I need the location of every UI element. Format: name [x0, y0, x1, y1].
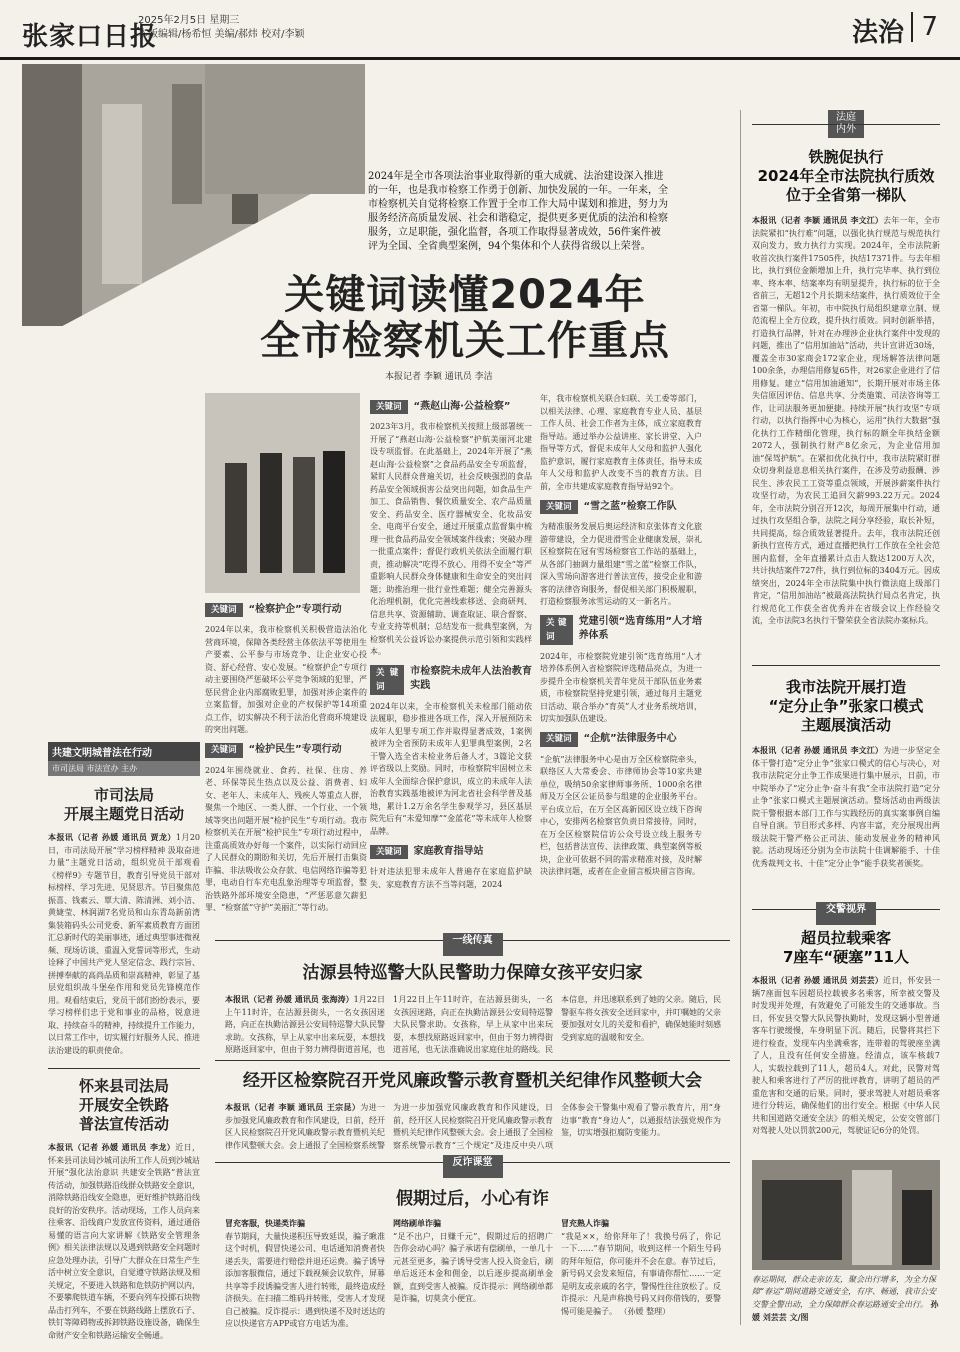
section-label-text: 交警视界 [816, 902, 876, 925]
page-number: 7 [911, 12, 938, 42]
article-paragraph: 2024年围绕就业、食药、社保、住房、养老、环保等民生热点以及公益、消费者、妇女、老年人、未成年人、残疾人等重点人群，聚焦一个地区、一类人群、一个行业、一个领域等突出问题开展“检护民生”专项行动。我市检察机关在开展“检护民生”专项行动过程中，注重高质效办好每一个案件，以实际行动回应了人民群众的期盼和关切，先后开展打击集资诈骗、非法吸收公众存款、电信网络诈骗等犯罪，电动自行车充电乱象治理等专项监督，整治铁路外部环境安全隐患，“严惩恶意欠薪犯罪、“检察蓝”守护“美丽汇”等行动。 [205, 765, 367, 912]
caption-text: 春运期间，群众走亲访友，聚会出行增多，为全力保障“春运”期间道路交通安全，有序、畅通，我市公安交警全警出动，全力保障群众春运路通安全出行。 [752, 1275, 937, 1309]
story-text: 为进一步坚定全体干警打造“定分止争”张家口模式的信心与决心，对我市法院定分止争工作成果进行集中展示，日前，市中院举办了“定分止争·奋斗有我”全市法院打造“定分止争”张家口模式主题展演活动。整场活动由两级法院干警根据本部门工作与实践经历的真实案事例自编自导自演。节目形式多样、内容丰富，充分展现出两级法院干警严格公正司法、能动发展业务的精神风貌。活动现场还分别为全市法院十佳调解能手、十佳优秀裁判文书、十佳“定分止争”能手获奖者颁奖。 [752, 746, 940, 868]
issue-date: 2025年2月5日 星期三 [138, 15, 240, 26]
sub-heading: 冒充熟人诈骗 [561, 1219, 609, 1228]
caption-credit: 孙媛 刘芸芸 文/图 [752, 1299, 939, 1322]
story-byline: 本报讯（记者 孙媛 通讯员 李文江） [752, 746, 884, 755]
story-byline: 本报讯（记者 孙媛 通讯员 张海涛） [225, 995, 354, 1004]
keyword-title: 家庭教育指导站 [413, 845, 484, 857]
article-column-2 [370, 393, 532, 936]
secondary-photo [205, 393, 360, 593]
story-body [393, 994, 553, 1054]
newspaper-logo: 张家口日报 [22, 22, 158, 52]
keyword-tag: 关键词 [370, 665, 404, 695]
keyword-tag: 关键词 [370, 845, 408, 860]
story-text: 1月22日上午11时许，在沽源县街头，一名女孩因迷路，向正在执勤沽源县公安局特巡警大队民警求助。女孩称，早上从家中出来玩耍，本想找原路返回家中，但由于努力辨得街道首尾，也 [225, 995, 385, 1054]
article-paragraph: 为精准服务发展后奥运经济和京张体育文化旅游带建设，全力促进滑雪企业健康发展，崇礼区检察院在冠有雪场检察官工作站的基础上，从各部门抽调力量组建“雪之蓝”检察工作队，深入雪场向游客进行普法宣传，接受企业和游客的法律咨询服务，督促相关部门积极履职，打造检察服务冰雪运动的又一新名片。 [540, 522, 702, 606]
story-text: 1月22日上午11时许，在沽源县街头，一名女孩因迷路，向正在执勤沽源县公安局特巡警大队民警求助。女孩称，早上从家中出来玩耍，本想找原路返回家中，但由于努力辨得街道首尾，也无法准确说出家庭住址的路线。民 [393, 995, 553, 1054]
keyword-title: 市检察院未成年人法治教育实践 [410, 665, 532, 691]
section-label-text: 反诈课堂 [443, 1155, 503, 1178]
issue-info [138, 14, 304, 42]
keyword-title: “检护民生”专项行动 [248, 744, 342, 756]
story-byline: 本报讯（记者 孙媛 通讯员 刘芸芸） [752, 976, 884, 985]
story-text: 近日，怀来县司法局沙城司法所工作人员到沙城站开展“强化法治意识 共建安全铁路”普法宣传活动，加强铁路沿线群众铁路安全意识，消除铁路沿线安全隐患，更好维护铁路沿线良好的治安秩序。活动现场，工作人员向来往乘客、沿线商户发放宣传资料，通过通俗易懂的语言向大家讲解《铁路安全管理条例》相关法律法规以及遇到铁路安全问题时应急处理办法，引导广大群众在日常生产生活中树立安全意识，自觉遵守铁路法规及相关规定，不要进入铁路和危铁防护网以内，不要攀爬铁道车辆，不要向列车投掷石块物品击打列车，不要在铁路线路上摆放石子、铁钉等障碍物或拆卸铁路设施设备，确保生命财产安全和铁路运输安全畅通。 [48, 1143, 200, 1340]
title-line: 主题展演活动 [800, 716, 891, 734]
keyword-tag: 关键词 [540, 615, 573, 645]
keyword-heading [540, 732, 702, 748]
title-line: 普法宣传活动 [78, 1115, 169, 1133]
article-column-1 [205, 596, 367, 936]
title-line: 开展主题党日活动 [63, 805, 184, 823]
story-text: 为进一步加强党风廉政教育和作风建设，日前，经开区人民检察院召开党风廉政警示教育暨机关纪律作风整顿大会。会上通报了全国检察系统警 [225, 1103, 385, 1150]
keyword-tag: 关键词 [205, 743, 243, 758]
section-tag-line: 内外 [836, 124, 856, 135]
story-title [752, 929, 940, 967]
keyword-title: “企航”法律服务中心 [583, 733, 677, 745]
story-body [393, 1218, 553, 1328]
article-column-3 [540, 393, 702, 936]
story-text: 全体参会干警集中观看了警示教育片，用“身边事”教育“身边人”，以通报结法强党规作为鉴，切实增强拒腐防变能力。 [561, 1103, 721, 1137]
story-text: “我是××，给你拜年了！我换号码了，你记一下……”春节期间，收到这样一个陌生号码的拜年短信，你可能并不会在意。春节过后，新号码又会发来短信，有事请你帮忙……一定是明友或亲戚的名字，警惕性往往放松了。反诈提示：凡是声称换号码又问你借钱的，要警惕可能是骗子。 [561, 1231, 721, 1316]
keyword-title: “燕赵山海·公益检察” [413, 400, 511, 412]
story-text: 本信息，并迅速联系到了她的父亲。随后，民警驱车将女孩安全送回家中，并叮嘱她的父亲要加强对女儿的关爱和看护，确保她能时刻感受到家庭的温暖和安全。 [561, 995, 721, 1042]
keyword-tag: 关键词 [540, 500, 578, 515]
article-paragraph: 2024年，市检察院党建引领“选育练用”人才培养体系例入省检察院评选精品亮点，为进一步提升全市检察机关青年党员干部队伍业务素质，市检察院坚持党建引领，通过每月主题党日活动、联合举办“育英”人才业务系统培训，切实加强队伍建设。 [540, 651, 702, 723]
story-title [752, 678, 940, 735]
masthead [0, 0, 960, 60]
story-credit: （孙媛 整理） [619, 1306, 671, 1316]
keyword-tag: 关键词 [540, 732, 578, 747]
story-body [752, 745, 940, 895]
section-label-text: 一线传真 [443, 933, 503, 956]
section-label [752, 904, 940, 925]
story-text: 近日，怀安县一辆7座面包车因超员拉载被多名乘客，所幸被交警及时发现并处理，有效避免了可能发生的交通事故。当日，怀安县交警大队民警执勤时，发现这辆小型普通客车行驶缓慢，车身明显下沉。随后，民警将其拦下进行检查，发现车内坐满乘客，连带着的驾驶座坐满了人，且没有任何安全措施。经清点，该车核载7人，实载拉载到了11人，超员4人。对此，民警对驾驶人和乘客进行了严厉的批评教育，讲明了超员的严重危害和交通的后果。同时，要求驾驶人对超员乘客进行分转运，确保他们的出行安全。根据《中华人民共和国道路交通安全法》的相关规定，公安交管部门对驾驶人处以罚款200元，驾驶证记6分的处罚。 [752, 976, 940, 1135]
keyword-heading [370, 844, 532, 860]
keyword-heading [205, 602, 367, 618]
title-line: 开展安全铁路 [78, 1096, 169, 1114]
article-paragraph: 2024年以来，我市检察机关积极营造法治化营商环境，保障各类经营主体依法平等使用生产要素、公平参与市场竞争、让企业安心投资、舒心经营、安心发展。“检察护企”专项行动主要围绕严惩破坏公平竞争领域的犯罪，严惩民营企业内部腐败犯罪，加强对涉企案件的立案监督，加强对企业的产权保护等14项重点工作，切实解决不利于法治化营商环境建设的突出问题。 [205, 625, 367, 734]
main-headline [215, 272, 715, 364]
story-text: 为进一步加强党风廉政教育和作风建设，日前，经开区人民检察院召开党风廉政警示教育暨机关纪律作风整顿大会。会上通报了全国检察系统警示教育“三个规定”及违反中央八项 [393, 1103, 553, 1150]
title-line: 2024年全市法院执行质效 [757, 167, 935, 185]
story-byline: 本报讯（记者 李颖 通讯员 王宗昆） [225, 1103, 361, 1112]
story-body [225, 1102, 385, 1150]
story-body [561, 1218, 721, 1328]
title-line: 怀来县司法局 [78, 1077, 169, 1095]
story-body [393, 1102, 553, 1150]
column-divider [740, 110, 741, 1325]
main-byline: 本报记者 李颖 通讯员 李洁 [385, 372, 493, 382]
story-body [561, 1102, 721, 1150]
sidebar-banner: 共建文明城普法在行动 [48, 742, 200, 761]
section-label [215, 935, 730, 956]
story-text: 春节期间，大量快递积压导致延误，骗子瞅准这个时机，假冒快递公司、电话通知消费者快递丢失，需要进行赔偿并退还运费。骗子诱导添加客服微信，通过下载视频会议软件，屏幕共享等手段诱骗受害人进行转账，最终造成经济损失。在扫描二维码并转账，受害人才发现自己被骗。反诈提示：遇到快递不及时送达的应以快递官方APP或官方电话为准。 [225, 1231, 385, 1328]
main-photo-right [205, 64, 365, 194]
keyword-title: “雪之蓝”检察工作队 [583, 500, 677, 512]
story-title: 沽源县特巡警大队民警助力保障女孩平安归家 [302, 963, 643, 983]
keyword-heading [370, 399, 532, 415]
keyword-tag: 关键词 [205, 603, 243, 618]
photo-caption [752, 1274, 940, 1324]
article-paragraph: 2024年以来，全市检察机关未检部门能动依法履职，稳步推进各项工作，深入开展预防未成年人犯罪专项工作并取得显著成效，1案例被评为全省预防未成年人犯罪典型案例，2名干警入选全省未检业务后备人才，3篇论文获评省级以上奖励。同时，市检察院牢固树立未成年人全面综合保护意识，成立的未成年人法治教育实践基地被评为河北省社会科学普及基地，累计1.2万余名学生参观学习，县区基层院先后有“未爱知摩”“金蓝花”等未成年人检察品牌。 [370, 701, 532, 836]
keyword-title: “检察护企”专项行动 [248, 603, 342, 615]
story-title [48, 786, 200, 824]
headline-line-1: 关键词读懂2024年 [284, 272, 646, 318]
right-sidebar [752, 110, 940, 1135]
sub-heading: 网络刷单诈骗 [393, 1219, 441, 1228]
keyword-heading [370, 665, 532, 695]
story-body [48, 832, 200, 1060]
story-text: “足不出户，日赚千元”，假期过后的招聘广告你会动心吗？骗子承诺有偿刷单，一单几十元甚至更多，骗子诱导受害人投入资金后，刷单后返还本金和佣金，以后逐步提高刷单金额，直到受害人被骗。反诈提示：网络刷单都是诈骗，切莫贪小便宜。 [393, 1231, 553, 1303]
title-line: 7座车“硬塞”11人 [782, 948, 910, 966]
story-text: 去年一年，全市法院紧扣“执行难”问题，以强化执行规范与规范执行双向发力，致力执行力实现。2024年，全市法院新收首次执行案件17505件，执结17371件。与去年相比，执行到位金额增加上升，执行完毕率、执行到位率、终本率、结案率均有明显提升，执行标的位于全省前三，无超12个月长期未结案件，执行质效位于全省第一梯队。年初，市中院执行局组织建章立制、规范流程上全方位政，提升执行质效。同时创新举措，打造执行品牌，针对在办理涉企业执行案件中发现的问题，推出了“信用加油站”活动，共计宣讲近30场，覆盖全市30家商会172家企业，现场解答法律问题100余条，办理信用修复65件，对26家企业进行了信用修复。建立“信用加油通知”，长期开展对市场主体失信原因评估、信息共享、分类施策、司法咨询等工作，让司法服务更加便捷。持续开展“执行攻坚”专项行动，以执行指挥中心为核心，运用“执行大数据”强化执行工作精细化管理，执行标的额全年执结金额2072人，强制执行财产8亿余元，为企业信用加油“保驾护航”。在紧扣优化执行中，我市法院紧盯群众切身利益息息相关执行案件，在涉及劳动报酬、涉民生、涉农民工工资等重点领域，开展涉薪案件执行攻坚行动，为农民工追回欠薪993.22万元。2024年，全市法院分别召开12次，每周开展集中行动，通过执行攻坚组合拳，法院之间分享经验，取长补短，共同提高，综合质效显著提升。去年，我市法院还创新执行宣传方式，通过直播把执行工作放在全社会范围内监督，全年直播累计点击人数达1200万人次，共计执结案件727件，执行到位标的3404万元。因成绩突出，2024年全市法院集中执行微法庭上级部门肯定，“信用加油站”被最高法院执行局点名肯定，执行规范化工作获全省优秀并在省级会议上作经验交流，全市法院3名执行干警荣获全省法院办案标兵。 [752, 216, 940, 625]
article-paragraph: 年，我市检察机关联合妇联、关工委等部门，以相关法律、心理、家庭教育专业人员、基层工作人员、社会工作者为主体，成立家庭教育指导站。通过举办公益讲座、家长讲堂、入户指导等方式，督促未成年人父母和监护人强化监护意识，履行家庭教育主体责任，指导未成年人父母和监护人改变不当的教育方法。目前，全市共建成家庭教育指导站92个。 [540, 394, 702, 491]
story-byline: 本报讯（记者 李颖 通讯员 李文江） [752, 216, 884, 225]
title-line: 铁腕促执行 [808, 148, 884, 166]
lead-paragraph: 2024年是全市各项法治事业取得新的重大成就、法治建设深入推进的一年，也是我市检察工作勇于创新、加快发展的一年。一年来，全市检察机关自觉将检察工作置于全市工作大局中谋划和推进，努力为服务经济高质量发展、社会和谐稳定，提供更多更优质的法治和检察服务，立足职能，强化监督，各项工作取得显著成效，56件案件被评为全国、全省典型案例，94个集体和个人获得省级以上荣誉。 [368, 171, 668, 252]
story-title: 经开区检察院召开党风廉政警示教育暨机关纪律作风整顿大会 [243, 1071, 702, 1091]
sidebar-banner-sub: 市司法局 市法宣办 主办 [48, 761, 200, 776]
sub-heading: 冒充客服，快递类诈骗 [225, 1219, 305, 1228]
section-label [215, 1157, 730, 1178]
story-title [48, 1077, 200, 1134]
title-line: 超员拉载乘客 [800, 929, 891, 947]
title-line: 市司法局 [93, 786, 154, 804]
article-paragraph: “企航”法律服务中心是由万全区检察院牵头，联络区人大常委会、市律师协会等10家共建单位，吸纳50余家律师事务所、1000余名律师及万全区公证员参与组建的企业服务平台。平台成立后，在万全区高新园区设立线下咨询中心，安排两名检察官负责日常接待，同时，在万全区检察院信访公众号设立线上服务专栏，包括普法宣传、法律政策、典型案例等板块，企业可依据不同的需求精准对接，及时解决法律问题，或者在企业留言板块留言咨询。 [540, 754, 702, 876]
keyword-heading [540, 499, 702, 515]
left-sidebar [48, 742, 200, 1352]
section-tag-line: 法庭 [836, 112, 856, 123]
story-title [752, 148, 940, 205]
section-title: 法治 [851, 18, 904, 48]
article-paragraph: 2023年3月，我市检察机关按照上级部署统一开展了“燕赵山海·公益检察”护航美丽河北建设专项监督。在此基础上，2024年开展了“燕赵山海·公益检察”之食品药品安全专项监督，紧盯人民群众普遍关切，社会反映强烈的食品药品安全领域损害公益突出问题，如食品生产加工、食品销售、餐饮质量安全、农产品质量安全、药品安全、医疗器械安全、化妆品安全、电商平台安全，通过开展重点监督集中梳理一批食品药品安全领域案件线索；突破办理一批重点案件；督促行政机关依法全面履行职责，推动解决“吃得不放心、用得不安全”等严重影响人民群众身体健康和生命安全的突出问题；助推治理一批行业性难题；健全完善源头化治理机制，优化完善线索移送、会商研判、信息共享、资源辅助、调查取证、联合督察、专业支持等机制；总结发布一批典型案例，为检察机关公益诉讼办案提供示范引领和实践样本。 [370, 422, 532, 656]
story-byline: 本报讯（记者 孙媛 通讯员 贾龙） [48, 833, 176, 842]
divider [215, 1060, 730, 1061]
story-text: 1月20日，市司法局开展“学习榜样精神 汲取奋进力量”主题党日活动，组织党员干部观看《榜样9》专题节目，教育引导党员干部对标榜样、学习先进、见贤思齐。节目聚焦范振喜、钱素云、覃大清、陈清洲、刘小洁、黄婕莹、林润湖7名党员和山东青岛新前湾集装箱码头公司党委、新军素质教育方面团汇总新时代的美丽事迹，通过典型事迹微视频、现场访谈、重温入党誓词等形式，生动诠释了中国共产党人坚定信念、践行宗旨、拼搏奉献的高尚品质和崇高精神，彰显了基层党组织战斗堡垒作用和党员先锋模范作用。观看结束后，党员干部们纷纷表示，要学习榜样们忠于党和事业的品格，锐意进取、持续奋斗的精神，持续提升工作能力，以日常工作中，切实履行好服务人民、推进法治建设的职责使命。 [48, 833, 200, 1055]
story-title: 假期过后，小心有诈 [396, 1189, 549, 1209]
story-body [561, 994, 721, 1054]
keyword-tag: 关键词 [370, 400, 408, 415]
story-body [752, 975, 940, 1135]
traffic-photo [752, 1160, 940, 1270]
keyword-heading [205, 743, 367, 759]
keyword-heading [540, 615, 702, 645]
story-body [752, 215, 940, 655]
story-body [225, 994, 385, 1054]
title-line: “定分止争”张家口模式 [768, 697, 924, 715]
title-line: 位于全省第一梯队 [785, 186, 906, 204]
story-body [48, 1142, 200, 1352]
story-body [225, 1218, 385, 1328]
keyword-title: 党建引领“选育练用”人才培养体系 [578, 615, 702, 641]
headline-line-2: 全市检察机关工作重点 [260, 318, 670, 364]
story-byline: 本报讯（记者 孙媛 通讯员 李龙） [48, 1143, 176, 1152]
article-paragraph: 针对违法犯罪未成年人普遍存在家庭监护缺失、家庭教育方法不当等问题，2024 [370, 867, 532, 889]
title-line: 我市法院开展打造 [785, 678, 906, 696]
staff-credits: 本版编辑/杨希恒 美编/郝炜 校对/李颖 [138, 29, 305, 40]
